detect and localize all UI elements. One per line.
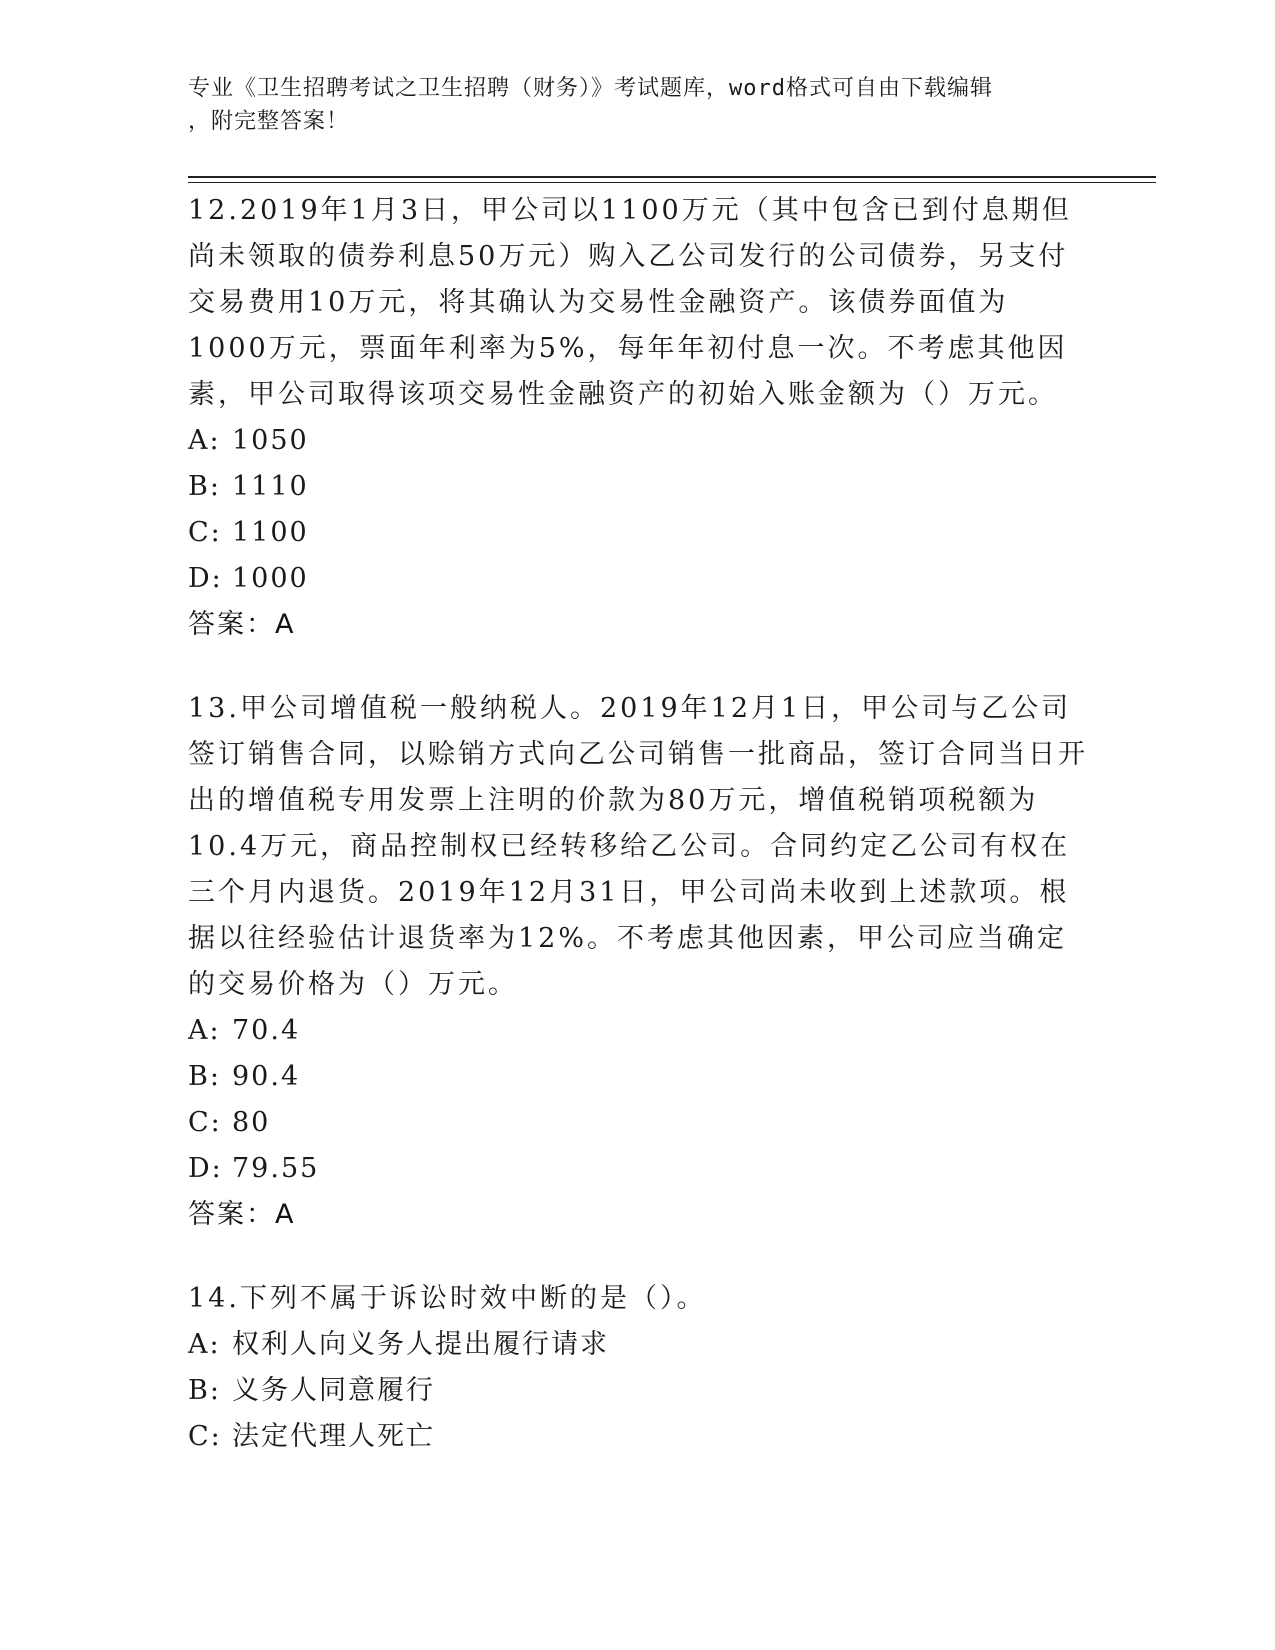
question-13 — [188, 686, 1088, 1238]
question-text: 12.2019年1月3日，甲公司以1100万元（其中包含已到付息期但尚未领取的债券利息50万元）购入乙公司发行的公司债券，另支付交易费用10万元，将其确认为交易性金融资产。该债券面值为1000万元，票面年利率为5%，每年年初付息一次。不考虑其他因素，甲公司取得该项交易性金融资产的初始入账金额为（）万元。 — [188, 195, 1072, 410]
question-text: 14.下列不属于诉讼时效中断的是（）。 — [188, 1283, 707, 1314]
document-header — [188, 72, 1068, 138]
option-letter: D: — [188, 1153, 223, 1184]
option-c — [188, 1414, 1088, 1460]
header-line-2: ，附完整答案！ — [188, 109, 350, 134]
option-letter: C: — [188, 1421, 222, 1452]
option-b — [188, 1054, 1088, 1100]
option-c — [188, 510, 1088, 556]
option-b — [188, 464, 1088, 510]
option-letter: A: — [188, 1015, 221, 1046]
option-text: 义务人同意履行 — [232, 1375, 435, 1406]
option-letter: B: — [188, 1061, 221, 1092]
option-text: 1100 — [232, 517, 309, 548]
option-d — [188, 556, 1088, 602]
option-text: 90.4 — [232, 1061, 301, 1092]
option-letter: B: — [188, 1375, 221, 1406]
option-d — [188, 1146, 1088, 1192]
option-a — [188, 418, 1088, 464]
question-text: 13.甲公司增值税一般纳税人。2019年12月1日，甲公司与乙公司签订销售合同，以赊销方式向乙公司销售一批商品，签订合同当日开出的增值税专用发票上注明的价款为80万元，增值税销项税额为10.4万元，商品控制权已经转移给乙公司。合同约定乙公司有权在三个月内退货。2019年12月31日，甲公司尚未收到上述款项。根据以往经验估计退货率为12%。不考虑其他因素，甲公司应当确定的交易价格为（）万元。 — [188, 693, 1088, 1000]
option-letter: D: — [188, 563, 223, 594]
answer-line: 答案：A — [188, 1199, 296, 1230]
option-text: 70.4 — [232, 1015, 301, 1046]
question-list — [188, 188, 1088, 1498]
option-c — [188, 1100, 1088, 1146]
option-text: 权利人向义务人提出履行请求 — [232, 1329, 609, 1360]
header-divider-thick — [188, 176, 1156, 178]
option-text: 法定代理人死亡 — [232, 1421, 435, 1452]
option-a — [188, 1322, 1088, 1368]
option-b — [188, 1368, 1088, 1414]
option-letter: C: — [188, 1107, 222, 1138]
option-letter: C: — [188, 517, 222, 548]
option-text: 80 — [232, 1107, 271, 1138]
header-divider-thin — [188, 182, 1156, 183]
option-text: 1050 — [232, 425, 309, 456]
option-text: 79.55 — [232, 1153, 320, 1184]
option-a — [188, 1008, 1088, 1054]
answer-line: 答案：A — [188, 609, 296, 640]
option-letter: A: — [188, 1329, 221, 1360]
question-14 — [188, 1276, 1088, 1460]
option-letter: A: — [188, 425, 221, 456]
question-12 — [188, 188, 1088, 648]
header-line-1: 专业《卫生招聘考试之卫生招聘（财务）》考试题库，word格式可自由下载编辑 — [188, 76, 993, 101]
option-text: 1000 — [232, 563, 309, 594]
option-text: 1110 — [232, 471, 309, 502]
option-letter: B: — [188, 471, 221, 502]
